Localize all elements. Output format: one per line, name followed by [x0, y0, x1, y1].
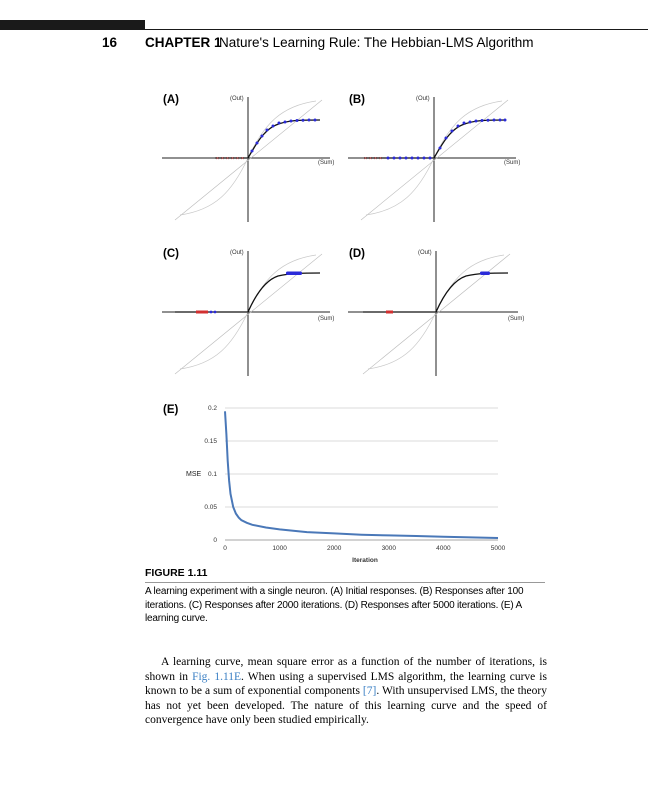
- panel-label: (B): [349, 94, 365, 106]
- x-tick-label: 3000: [381, 545, 397, 552]
- svg-text:×: ×: [216, 156, 219, 162]
- x-tick-label: 0: [223, 545, 227, 552]
- reference-link[interactable]: [7]: [362, 685, 377, 697]
- negative-points: [364, 156, 382, 162]
- positive-cluster: [286, 272, 302, 276]
- figure-caption: A learning experiment with a single neuron. (A) Initial responses. (B) Responses after 100 iterations. (C) Responses after 2000 iterations. (D) Responses after 5000 iterations. (E) A learning curve.: [145, 586, 524, 624]
- negative-point: [210, 311, 213, 314]
- negative-points: [216, 156, 244, 162]
- out-label: (Out): [230, 250, 244, 256]
- svg-text:×: ×: [221, 156, 224, 162]
- figure-link[interactable]: Fig. 1.11E: [192, 670, 242, 683]
- out-label: (Out): [230, 96, 244, 102]
- chapter-label: CHAPTER 1: [145, 35, 222, 50]
- y-tick-label: 0.1: [207, 471, 217, 478]
- x-tick-label: 4000: [436, 545, 451, 552]
- svg-text:×: ×: [379, 156, 382, 162]
- y-tick-labels: [204, 405, 217, 544]
- panel-a: [160, 92, 335, 227]
- panel-d: [346, 246, 526, 381]
- response-plot: [346, 246, 526, 381]
- svg-text:×: ×: [374, 156, 377, 162]
- header-bar: [0, 20, 145, 30]
- grid-lines: [225, 408, 498, 540]
- panel-label: (A): [163, 94, 179, 106]
- learning-curve-chart: [160, 400, 540, 565]
- x-tick-label: 2000: [326, 545, 342, 552]
- out-label: (Out): [416, 96, 430, 102]
- mse-series-line: [225, 411, 498, 538]
- chapter-title: Nature's Learning Rule: The Hebbian-LMS Algorithm: [219, 35, 534, 50]
- svg-text:×: ×: [231, 156, 234, 162]
- sum-label: (Sum): [504, 160, 521, 166]
- positive-points: [439, 119, 507, 150]
- panel-e: [160, 400, 540, 565]
- out-label: (Out): [418, 250, 432, 256]
- body-text-segment: . With unsupervised LMS, the theory has not yet been developed. The nature of this learning curve and the speed of convergence have only been studied empirically.: [145, 685, 547, 726]
- figure-label: FIGURE 1.11: [145, 567, 208, 579]
- body-text-segment: A learning curve, mean square error as a function of the number of iterations, is shown in: [145, 656, 547, 683]
- panel-label: (D): [349, 248, 365, 260]
- response-plot: [160, 246, 335, 381]
- sum-label: (Sum): [508, 316, 525, 322]
- sum-label: (Sum): [318, 316, 335, 322]
- panel-label: (E): [163, 404, 179, 416]
- y-tick-label: 0.2: [207, 405, 217, 412]
- svg-text:×: ×: [226, 156, 229, 162]
- page-number: 16: [102, 35, 118, 50]
- sum-label: (Sum): [318, 160, 335, 166]
- panel-c: [160, 246, 335, 381]
- x-axis-label: Iteration: [352, 557, 378, 564]
- y-tick-label: 0: [213, 537, 217, 544]
- svg-text:×: ×: [236, 156, 239, 162]
- svg-text:×: ×: [369, 156, 372, 162]
- y-axis-label: MSE: [186, 471, 202, 478]
- running-header: [0, 35, 648, 55]
- positive-cluster: [480, 272, 490, 276]
- x-tick-label: 1000: [272, 545, 287, 552]
- svg-text:×: ×: [241, 156, 244, 162]
- negative-point: [214, 311, 217, 314]
- y-tick-label: 0.05: [204, 504, 217, 511]
- svg-text:×: ×: [364, 156, 367, 162]
- negative-cluster: [386, 311, 393, 314]
- negative-cluster: [196, 311, 208, 314]
- body-paragraph: [145, 655, 547, 728]
- caption-rule: [145, 582, 545, 583]
- x-tick-label: 5000: [490, 545, 506, 552]
- panel-label: (C): [163, 248, 179, 260]
- response-plot: [346, 92, 521, 227]
- body-text-segment: . When using a supervised LMS algorithm, the learning curve is known to be a sum of exponential components: [145, 670, 547, 697]
- response-plot: [160, 92, 335, 227]
- panel-b: [346, 92, 521, 227]
- neuron-response: [364, 120, 506, 158]
- x-tick-labels: [223, 545, 505, 552]
- header-rule: [145, 29, 648, 30]
- y-tick-label: 0.15: [204, 438, 217, 445]
